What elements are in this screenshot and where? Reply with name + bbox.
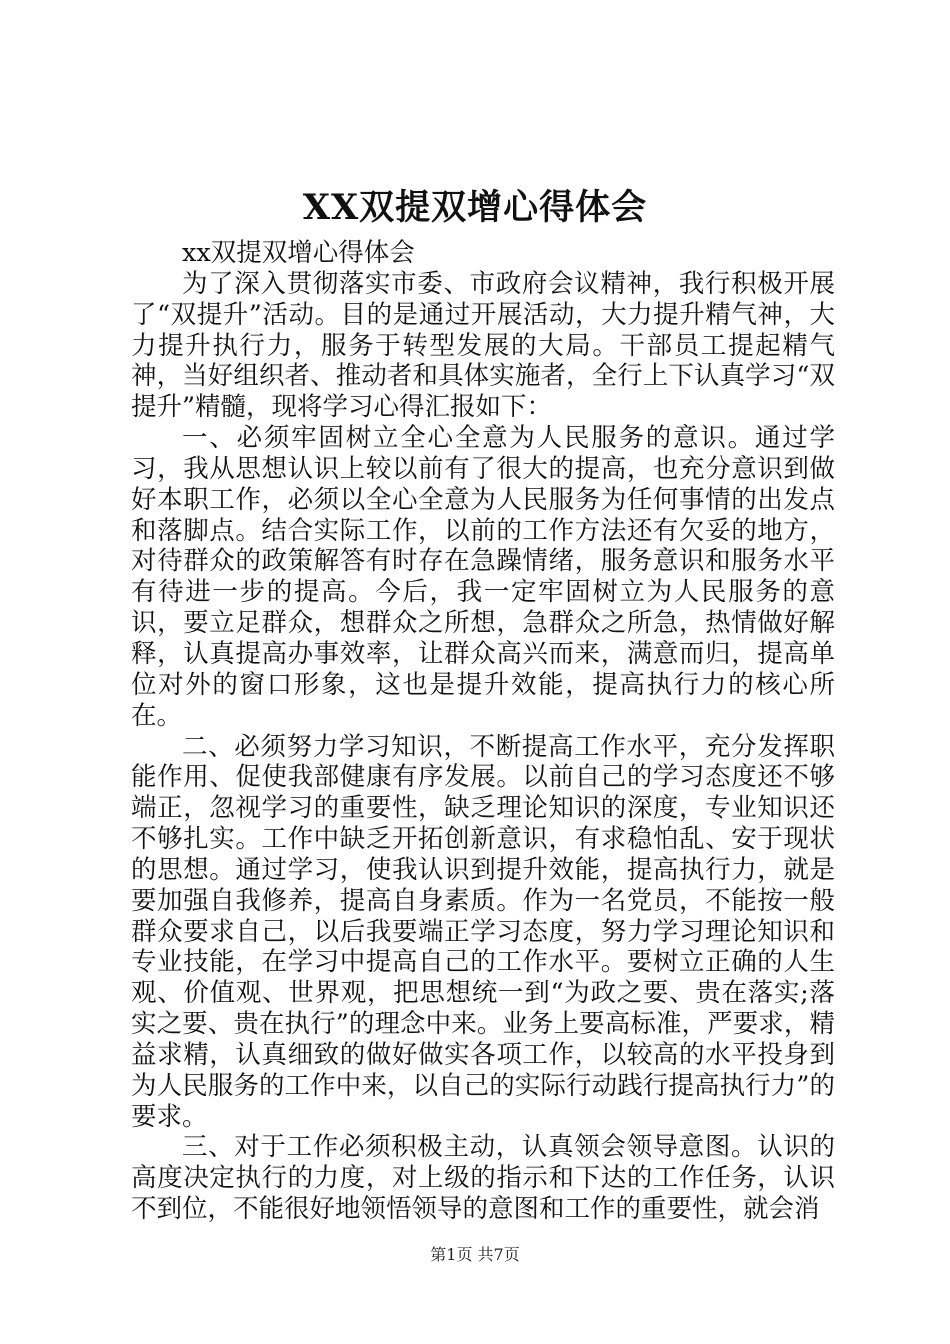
page-number-footer: 第1页 共7页 <box>430 1245 520 1264</box>
document-body <box>131 238 835 1225</box>
intro-paragraph: 为了深入贯彻落实市委、市政府会议精神，我行积极开展了“双提升”活动。目的是通过开展活动，大力提升精气神，大力提升执行力，服务于转型发展的大局。干部员工提起精气神，当好组织者、推动者和具体实施者，全行上下认真学习“双提升”精髓，现将学习心得汇报如下： <box>131 268 835 423</box>
document-title: XX双提双增心得体会 <box>302 187 648 228</box>
section-two-paragraph: 二、必须努力学习知识，不断提高工作水平，充分发挥职能作用、促使我部健康有序发展。以前自己的学习态度还不够端正，忽视学习的重要性，缺乏理论知识的深度，专业知识还不够扎实。工作中缺乏开拓创新意识，有求稳怕乱、安于现状的思想。通过学习，使我认识到提升效能，提高执行力，就是要加强自我修养，提高自身素质。作为一名党员，不能按一般群众要求自己，以后我要端正学习态度，努力学习理论知识和专业技能，在学习中提高自己的工作水平。要树立正确的人生观、价值观、世界观，把思想统一到“为政之要、贵在落实;落实之要、贵在执行”的理念中来。业务上要高标准，严要求，精益求精，认真细致的做好做实各项工作，以较高的水平投身到为人民服务的工作中来，以自己的实际行动践行提高执行力”的要求。 <box>131 731 835 1132</box>
subtitle-paragraph: xx双提双增心得体会 <box>182 238 415 268</box>
section-one-paragraph: 一、必须牢固树立全心全意为人民服务的意识。通过学习，我从思想认识上较以前有了很大的提高，也充分意识到做好本职工作，必须以全心全意为人民服务为任何事情的出发点和落脚点。结合实际工作，以前的工作方法还有欠妥的地方，对待群众的政策解答有时存在急躁情绪，服务意识和服务水平有待进一步的提高。今后，我一定牢固树立为人民服务的意识，要立足群众，想群众之所想，急群众之所急，热情做好解释，认真提高办事效率，让群众高兴而来，满意而归，提高单位对外的窗口形象，这也是提升效能，提高执行力的核心所在。 <box>131 423 835 731</box>
section-three-paragraph: 三、对于工作必须积极主动，认真领会领导意图。认识的高度决定执行的力度，对上级的指示和下达的工作任务，认识不到位，不能很好地领悟领导的意图和工作的重要性，就会消 <box>131 1132 835 1225</box>
